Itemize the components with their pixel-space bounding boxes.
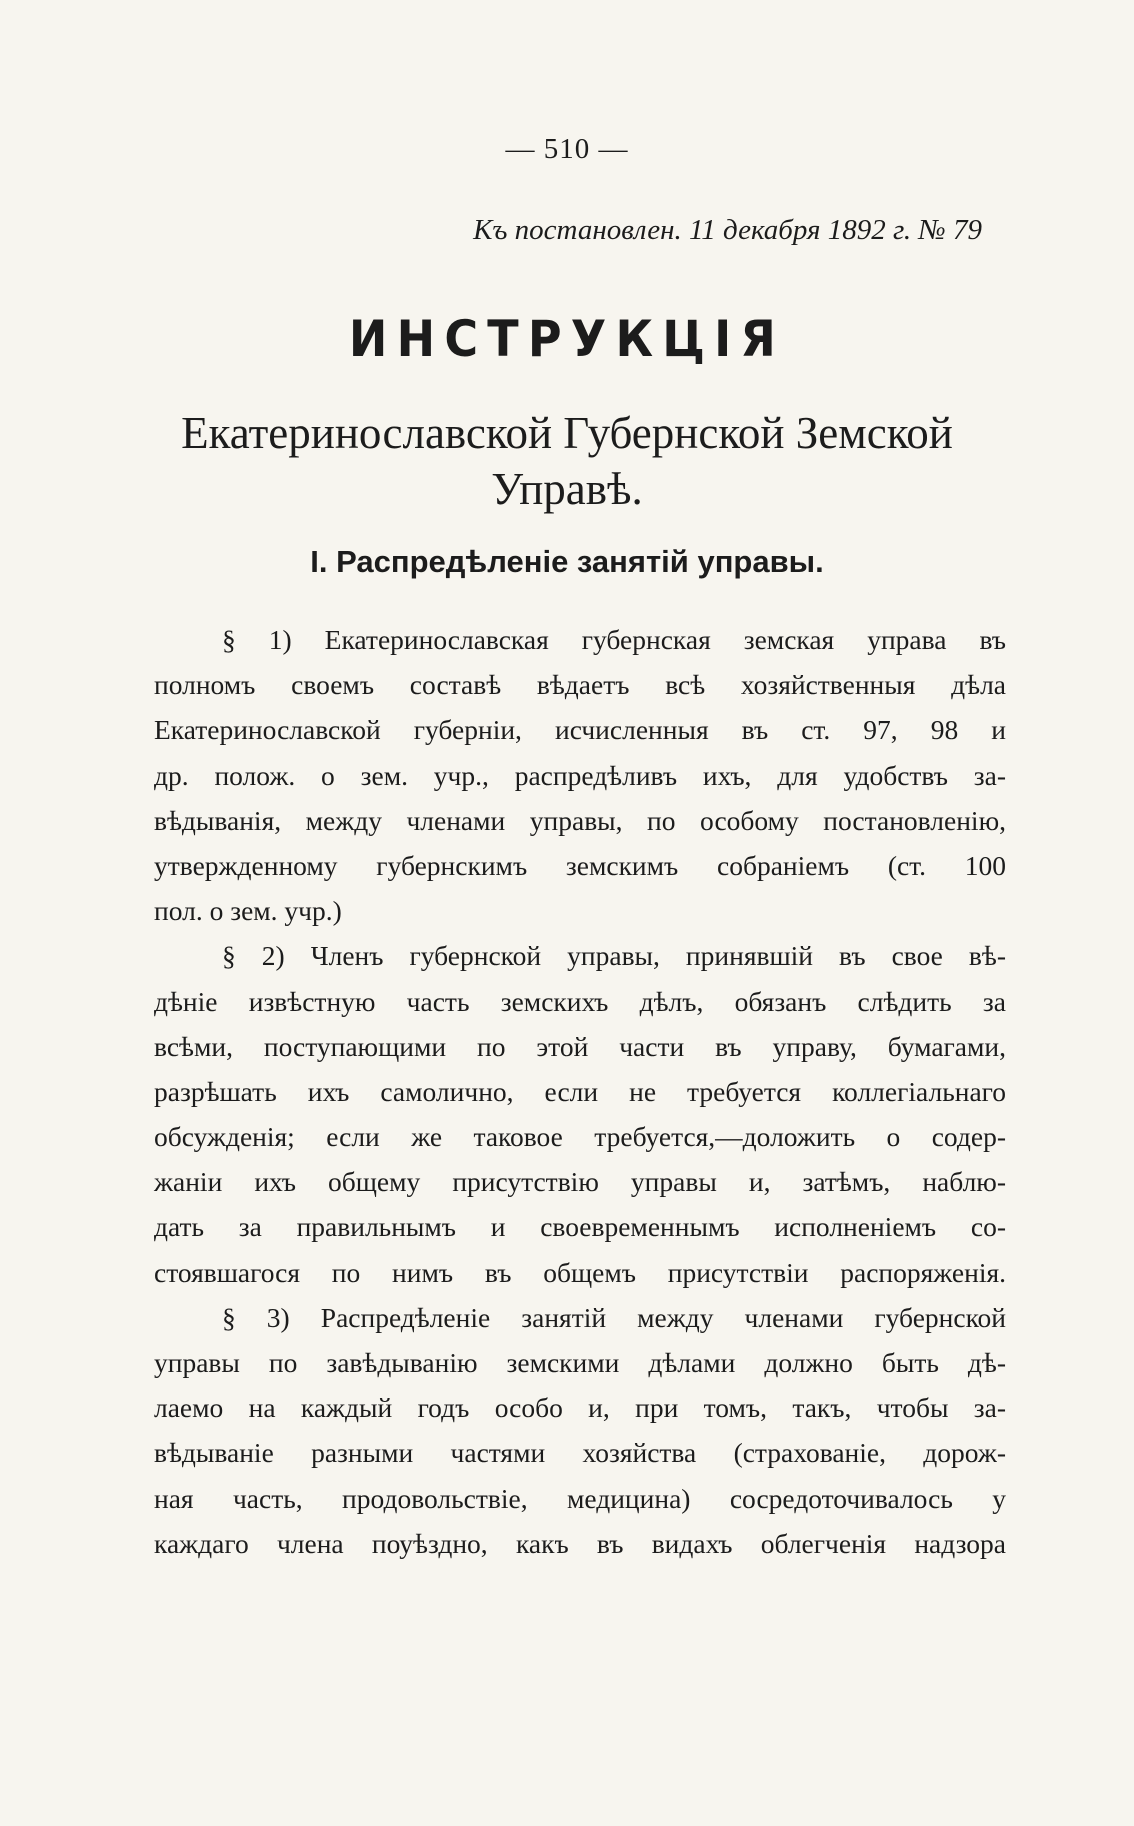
paragraph-3-line: вѣдываніе разными частями хозяйства (страхованіе, дорож-	[154, 1437, 1006, 1469]
paragraph-1-line: др. полож. о зем. учр., распредѣливъ ихъ, для удобствъ за-	[154, 759, 1006, 791]
paragraph-2-line: § 2) Членъ губернской управы, принявшій въ свое вѣ-	[222, 940, 1006, 972]
paragraph-1-line: Екатеринославской губерніи, исчисленныя въ ст. 97, 98 и	[154, 714, 1006, 746]
body-text	[154, 617, 1006, 1566]
subtitle-line: Екатеринославской Губернской Земской	[181, 408, 953, 458]
paragraph-3-line: управы по завѣдыванію земскими дѣлами должно быть дѣ-	[154, 1347, 1006, 1378]
page-number: — 510 —	[505, 133, 629, 165]
subtitle-line: Управѣ.	[491, 464, 643, 514]
paragraph-1-line: утвержденному губернскимъ земскимъ собраніемъ (ст. 100	[154, 849, 1006, 881]
document-subtitle	[0, 405, 1134, 517]
paragraph-3-line: каждаго члена поуѣздно, какъ въ видахъ облегченія надзора	[154, 1527, 1006, 1559]
paragraph-2-line: жаніи ихъ общему присутствію управы и, затѣмъ, наблю-	[154, 1166, 1006, 1198]
paragraph-2-line: разрѣшать ихъ самолично, если не требуется коллегіальнаго	[154, 1075, 1006, 1107]
paragraph-3-line: лаемо на каждый годъ особо и, при томъ, такъ, чтобы за-	[154, 1392, 1006, 1424]
resolution-reference: Къ постановлен. 11 декабря 1892 г. № 79	[473, 214, 982, 246]
document-title: ИНСТРУКЦІЯ	[348, 310, 786, 368]
paragraph-2-line: обсужденія; если же таковое требуется,—доложить о содер-	[154, 1121, 1006, 1153]
paragraph-3-line: § 3) Распредѣленіе занятій между членами губернской	[222, 1301, 1006, 1333]
paragraph-2-line: всѣми, поступающими по этой части въ управу, бумагами,	[154, 1030, 1006, 1062]
paragraph-1-line: пол. о зем. учр.)	[154, 895, 342, 927]
paragraph-2-line: стоявшагося по нимъ въ общемъ присутствіи распоряженія.	[154, 1256, 1006, 1288]
paragraph-2-line: дѣніе извѣстную часть земскихъ дѣлъ, обязанъ слѣдить за	[154, 985, 1006, 1017]
paragraph-1-line: § 1) Екатеринославская губернская земская управа въ	[222, 624, 1006, 655]
paragraph-2-line: дать за правильнымъ и своевременнымъ исполненіемъ со-	[154, 1211, 1006, 1243]
paragraph-1-line: вѣдыванія, между членами управы, по особому постановленію,	[154, 804, 1006, 836]
section-heading: I. Распредѣленіе занятій управы.	[310, 544, 824, 579]
paragraph-1-line: полномъ своемъ составѣ вѣдаетъ всѣ хозяйственныя дѣла	[154, 669, 1006, 701]
paragraph-3-line: ная часть, продовольствіе, медицина) сосредоточивалось у	[154, 1482, 1006, 1514]
